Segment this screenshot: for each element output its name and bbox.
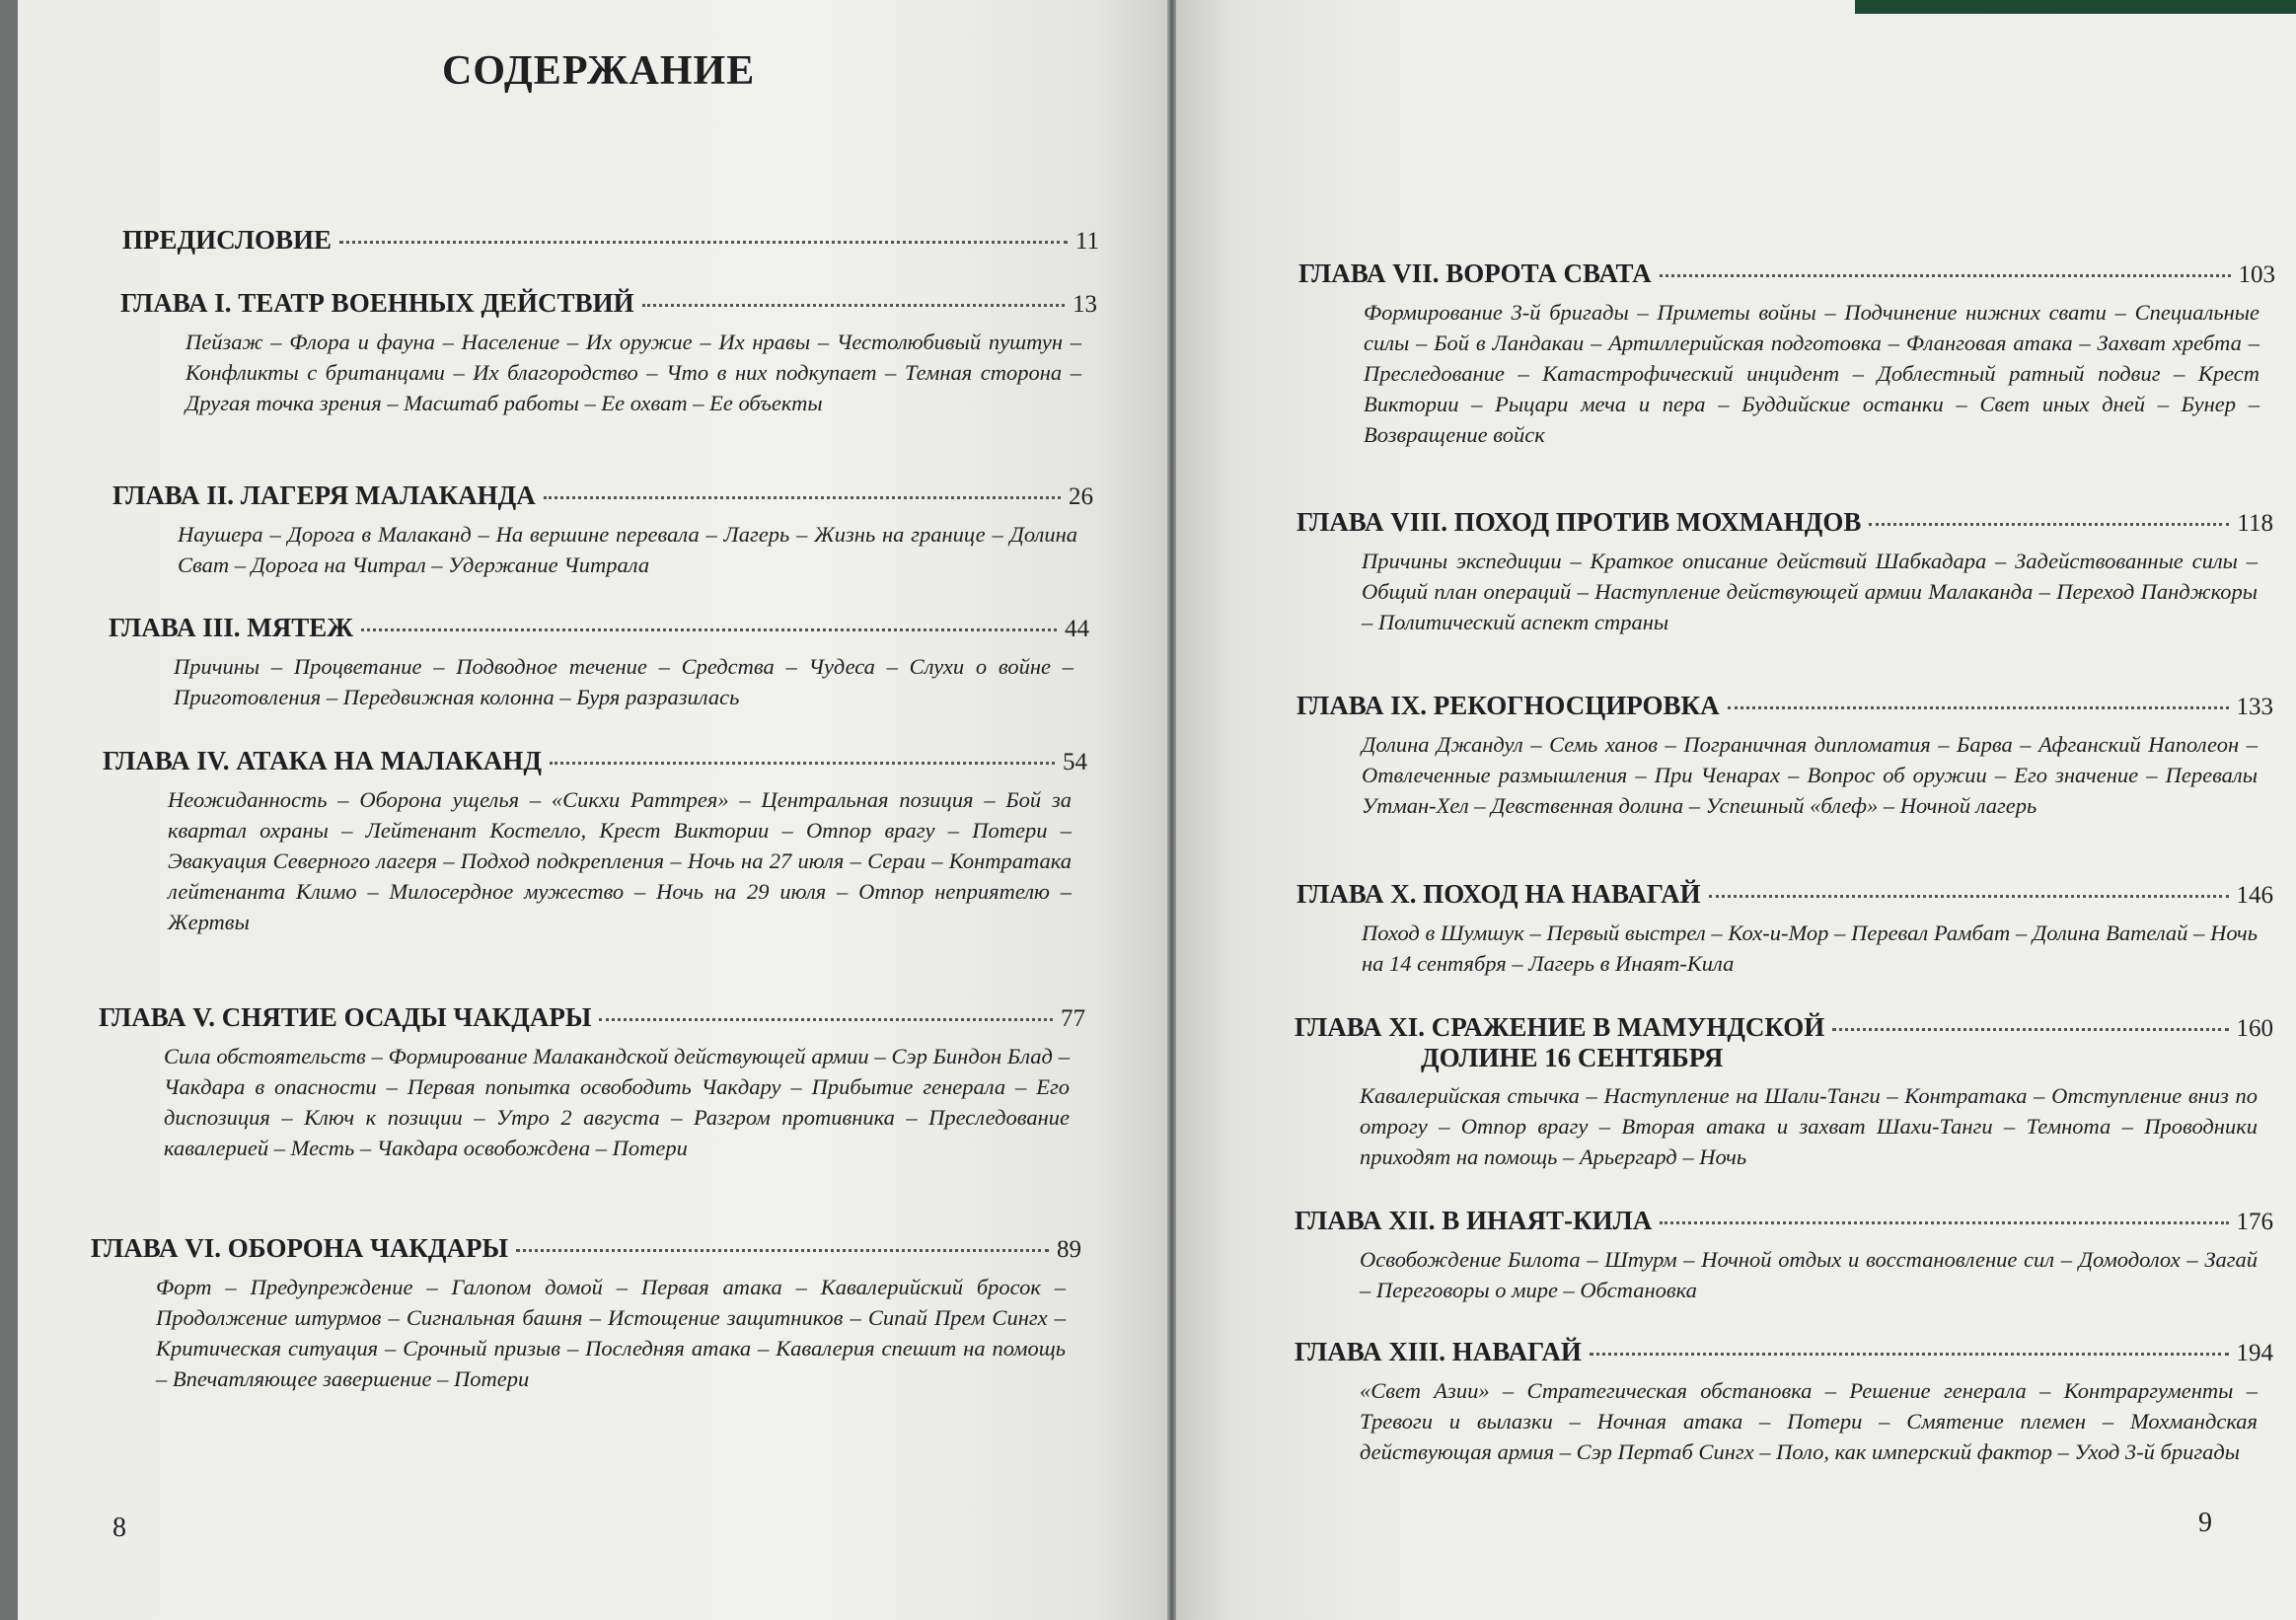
toc-entry-chapter-2 xyxy=(112,480,1093,580)
entry-page: 176 xyxy=(2236,1209,2273,1235)
entry-page: 11 xyxy=(1074,228,1099,255)
toc-entry-chapter-6 xyxy=(91,1233,1081,1394)
entry-label: ГЛАВА IV. АТАКА НА МАЛАКАНД xyxy=(103,746,542,775)
entry-page: 89 xyxy=(1057,1236,1081,1263)
page-title: СОДЕРЖАНИЕ xyxy=(442,48,756,94)
entry-description: Пейзаж – Флора и фауна – Население – Их оружие – Их нравы – Честолюбивый пуштун – Конфликты с британцами – Их благородство – Что в них подкупает – Темная сторона – Другая точка зрения – Масштаб работы – Ее охват – Ее объекты xyxy=(185,330,1081,415)
entry-page: 194 xyxy=(2236,1340,2273,1366)
entry-label: ПРЕДИСЛОВИЕ xyxy=(122,225,333,255)
leader-dots xyxy=(516,1249,1049,1252)
toc-entry-chapter-4 xyxy=(103,746,1087,937)
entry-label: ГЛАВА VIII. ПОХОД ПРОТИВ МОХМАНДОВ xyxy=(1296,507,1862,537)
entry-page: 44 xyxy=(1065,616,1089,642)
book-spine xyxy=(1167,0,1176,1620)
entry-page: 160 xyxy=(2236,1015,2273,1042)
entry-label: ГЛАВА IX. РЕКОГНОСЦИРОВКА xyxy=(1296,691,1720,720)
leader-dots xyxy=(544,496,1061,499)
leader-dots xyxy=(339,241,1068,244)
entry-description: Долина Джандул – Семь ханов – Пограничная дипломатия – Барва – Афганский Наполеон – Отвлеченные размышления – При Ченарах – Вопрос об оружии – Его значение – Перевалы Утман-Хел – Девственная долина – Успешный «блеф» – Ночной лагерь xyxy=(1362,732,2258,818)
toc-entry-chapter-10 xyxy=(1296,879,2273,979)
leader-dots xyxy=(1660,1221,2228,1224)
toc-entry-chapter-7 xyxy=(1298,258,2275,450)
entry-label: ГЛАВА I. ТЕАТР ВОЕННЫХ ДЕЙСТВИЙ xyxy=(120,288,634,318)
entry-label: ГЛАВА II. ЛАГЕРЯ МАЛАКАНДА xyxy=(112,480,536,510)
leader-dots xyxy=(1590,1353,2229,1356)
entry-label: ГЛАВА V. СНЯТИЕ ОСАДЫ ЧАКДАРЫ xyxy=(99,1002,592,1032)
toc-entry-chapter-8 xyxy=(1296,507,2273,637)
entry-description: Кавалерийская стычка – Наступление на Шали-Танги – Контратака – Отступление вниз по отрогу – Отпор врагу – Вторая атака и захват Шахи-Танги – Темнота – Проводники приходят на помощь – Арьергард – Ночь xyxy=(1360,1083,2258,1169)
entry-page: 118 xyxy=(2237,510,2273,537)
page-number-left: 8 xyxy=(112,1512,126,1543)
leader-dots xyxy=(1709,895,2229,898)
toc-entry-chapter-5 xyxy=(99,1002,1085,1163)
entry-page: 146 xyxy=(2236,882,2273,909)
entry-description: Формирование 3-й бригады – Приметы войны – Подчинение нижних свати – Специальные силы – Бой в Ландакаи – Артиллерийская подготовка – Фланговая атака – Захват хребта – Преследование – Катастрофический инцидент – Доблестный ратный подвиг – Крест Виктории – Рыцари меча и пера – Буддийские останки – Свет иных дней – Бунер – Возвращение войск xyxy=(1364,300,2259,447)
entry-description: Неожиданность – Оборона ущелья – «Сикхи Раттрея» – Центральная позиция – Бой за квартал охраны – Лейтенант Костелло, Крест Виктории – Отпор врагу – Потери – Эвакуация Северного лагеря – Подход подкрепления – Ночь на 27 июля – Сераи – Контратака лейтенанта Климо – Милосердное мужество – Ночь на 29 июля – Отпор неприятелю – Жертвы xyxy=(168,787,1072,934)
entry-page: 13 xyxy=(1073,291,1097,318)
entry-label: ГЛАВА XIII. НАВАГАЙ xyxy=(1295,1337,1582,1366)
leader-dots xyxy=(1660,274,2231,277)
entry-label: ГЛАВА VI. ОБОРОНА ЧАКДАРЫ xyxy=(91,1233,509,1263)
entry-label: ГЛАВА XI. СРАЖЕНИЕ В МАМУНДСКОЙ xyxy=(1295,1012,1825,1042)
leader-dots xyxy=(550,762,1055,765)
toc-entry-chapter-3 xyxy=(109,613,1089,712)
entry-description: Форт – Предупреждение – Галопом домой – Первая атака – Кавалерийский бросок – Продолжение штурмов – Сигнальная башня – Истощение защитников – Сипай Прем Сингх – Критическая ситуация – Срочный призыв – Последняя атака – Кавалерия спешит на помощь – Впечатляющее завершение – Потери xyxy=(156,1275,1066,1391)
entry-page: 26 xyxy=(1069,483,1093,510)
leader-dots xyxy=(361,628,1057,631)
entry-page: 54 xyxy=(1063,749,1087,775)
toc-entry-chapter-12 xyxy=(1295,1206,2273,1305)
entry-label: ГЛАВА XII. В ИНАЯТ-КИЛА xyxy=(1295,1206,1653,1235)
entry-label: ГЛАВА VII. ВОРОТА СВАТА xyxy=(1298,258,1652,288)
entry-label: ГЛАВА X. ПОХОД НА НАВАГАЙ xyxy=(1296,879,1701,909)
entry-page: 77 xyxy=(1061,1005,1085,1032)
toc-entry-chapter-9 xyxy=(1296,691,2273,821)
entry-description: Причины – Процветание – Подводное течение – Средства – Чудеса – Слухи о войне – Приготовления – Передвижная колонна – Буря разразилась xyxy=(174,654,1074,709)
leader-dots xyxy=(1869,523,2229,526)
leader-dots xyxy=(642,304,1065,307)
entry-label-continuation: ДОЛИНЕ 16 СЕНТЯБРЯ xyxy=(1421,1043,1724,1072)
entry-description: Поход в Шумшук – Первый выстрел – Кох-и-Мор – Перевал Рамбат – Долина Вателай – Ночь на 14 сентября – Лагерь в Инаят-Кила xyxy=(1362,920,2258,976)
toc-entry-chapter-13 xyxy=(1295,1337,2273,1467)
entry-page: 103 xyxy=(2238,261,2275,288)
leader-dots xyxy=(1728,706,2229,709)
entry-description: Освобождение Билота – Штурм – Ночной отдых и восстановление сил – Домодолох – Загай – Переговоры о мире – Обстановка xyxy=(1360,1247,2258,1302)
entry-description: Сила обстоятельств – Формирование Малакандской действующей армии – Сэр Биндон Блад – Чакдара в опасности – Первая попытка освободить Чакдару – Прибытие генерала – Его диспозиция – Ключ к позиции – Утро 2 августа – Разгром противника – Преследование кавалерией – Месть – Чакдара освобождена – Потери xyxy=(164,1044,1070,1160)
left-page xyxy=(18,0,1167,1620)
entry-page: 133 xyxy=(2236,694,2273,720)
toc-entry-chapter-1 xyxy=(120,288,1097,418)
entry-label: ГЛАВА III. МЯТЕЖ xyxy=(109,613,353,642)
entry-description: Причины экспедиции – Краткое описание действий Шабкадара – Задействованные силы – Общий план операций – Наступление действующей армии Малаканда – Переход Панджкоры – Политический аспект страны xyxy=(1362,549,2258,634)
leader-dots xyxy=(1832,1028,2228,1031)
entry-description: «Свет Азии» – Стратегическая обстановка – Решение генерала – Контраргументы – Тревоги и вылазки – Ночная атака – Потери – Смятение племен – Мохмандская действующая армия – Сэр Пертаб Сингх – Поло, как имперский фактор – Уход 3-й бригады xyxy=(1360,1378,2258,1464)
right-page xyxy=(1176,0,2296,1620)
toc-entry-preface xyxy=(122,225,1099,256)
toc-entry-chapter-11 xyxy=(1295,1012,2273,1172)
entry-description: Наушера – Дорога в Малаканд – На вершине перевала – Лагерь – Жизнь на границе – Долина Сват – Дорога на Читрал – Удержание Читрала xyxy=(178,522,1077,577)
page-number-right: 9 xyxy=(2198,1508,2212,1538)
cover-edge xyxy=(1855,0,2296,14)
leader-dots xyxy=(599,1018,1053,1021)
